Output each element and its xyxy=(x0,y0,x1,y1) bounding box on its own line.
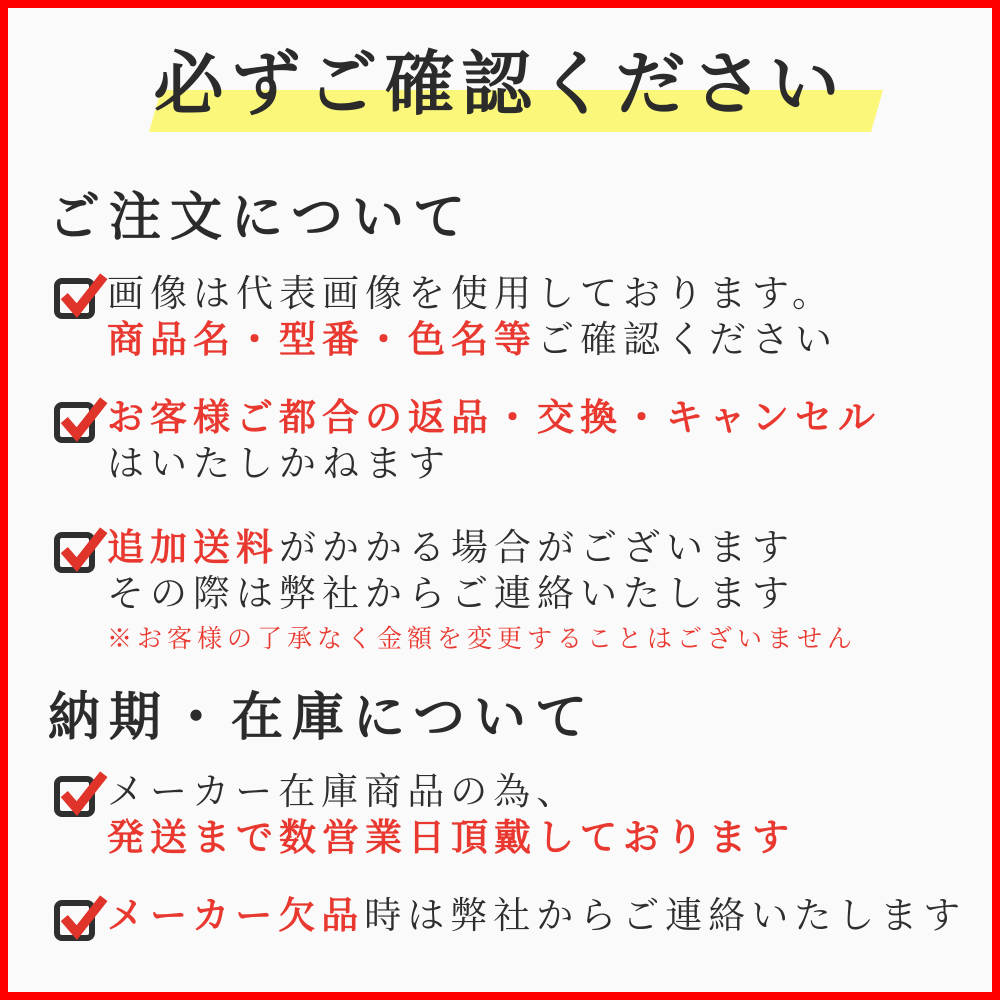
checklist-item-no-returns xyxy=(54,396,881,488)
item-text: はいたしかねます xyxy=(107,444,451,485)
checkmark-icon xyxy=(57,525,109,573)
checklist-item-representative-image xyxy=(54,272,838,364)
item-text: メーカー在庫商品の為、 xyxy=(107,772,580,813)
checkbox-checked-icon xyxy=(54,900,95,941)
title-block xyxy=(8,8,992,168)
item-text-emphasis: メーカー欠品 xyxy=(107,896,365,937)
item-text: 画像は代表画像を使用しております。 xyxy=(107,274,836,315)
item-text: がかかる場合がございます xyxy=(279,528,795,569)
item-line xyxy=(107,442,881,488)
item-text-block xyxy=(107,272,838,364)
checkbox-checked-icon xyxy=(54,776,95,817)
checklist-item-maker-shortage xyxy=(54,894,966,941)
item-line xyxy=(107,894,966,940)
item-text-block xyxy=(107,770,795,862)
checkbox-checked-icon xyxy=(54,402,95,443)
item-text-emphasis: お客様ご都合の返品・交換・キャンセル xyxy=(107,398,881,439)
page-title: 必ずご確認ください xyxy=(153,47,847,124)
checkbox-checked-icon xyxy=(54,532,95,573)
section-heading-orders: ご注文について xyxy=(48,190,474,247)
item-text-block xyxy=(107,526,857,655)
checkmark-icon xyxy=(57,893,109,941)
item-text-block xyxy=(107,396,881,488)
checklist-item-maker-stock xyxy=(54,770,795,862)
item-line xyxy=(107,272,838,318)
item-line xyxy=(107,396,881,442)
checkbox-checked-icon xyxy=(54,278,95,319)
item-line xyxy=(107,572,857,618)
checkmark-icon xyxy=(57,395,109,443)
item-text-block xyxy=(107,894,966,940)
item-text: その際は弊社からご連絡いたします xyxy=(107,574,795,615)
item-text-emphasis: 追加送料 xyxy=(107,528,279,569)
item-text-emphasis: 商品名・型番・色名等 xyxy=(107,320,537,361)
item-line xyxy=(107,770,795,816)
item-line xyxy=(107,816,795,862)
item-text-emphasis: 発送まで数営業日頂戴しております xyxy=(107,818,795,859)
item-line xyxy=(107,526,857,572)
checklist-item-extra-shipping xyxy=(54,526,857,655)
item-text: ご確認ください xyxy=(537,320,838,361)
item-line xyxy=(107,318,838,364)
checkmark-icon xyxy=(57,271,109,319)
checkmark-icon xyxy=(57,769,109,817)
item-footnote: ※お客様の了承なく金額を変更することはございません xyxy=(107,626,858,653)
item-text: 時は弊社からご連絡いたします xyxy=(364,896,967,937)
section-heading-delivery-stock: 納期・在庫について xyxy=(48,690,596,747)
